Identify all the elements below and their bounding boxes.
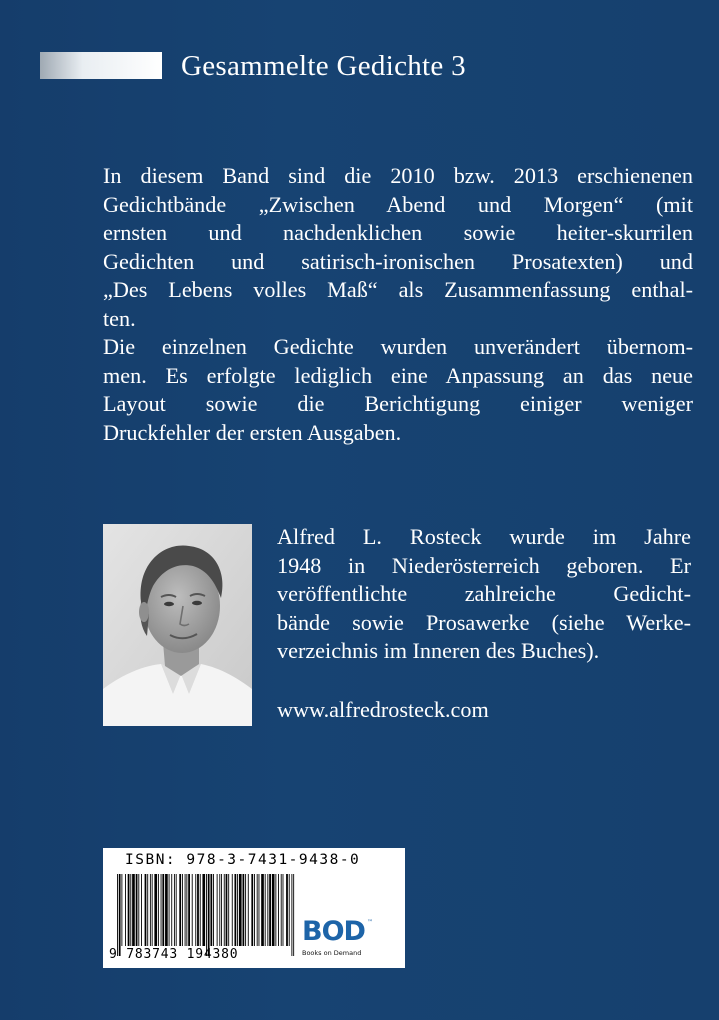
blurb-line: „Des Lebens volles Maß“ als Zusammenfassung enthal- bbox=[103, 277, 693, 302]
author-portrait bbox=[103, 524, 252, 726]
blurb-line: ten. bbox=[103, 305, 136, 331]
publisher-logo-mark: BOD bbox=[302, 916, 365, 947]
bio-line: Alfred L. Rosteck wurde im Jahre bbox=[277, 524, 691, 549]
publisher-tagline: Books on Demand bbox=[302, 949, 362, 957]
bio-line: verzeichnis im Inneren des Buches). bbox=[277, 638, 600, 663]
barcode-panel bbox=[103, 848, 405, 968]
publisher-logo bbox=[302, 916, 373, 961]
blurb-line: Gedichten und satirisch-ironischen Prosatexten) und bbox=[103, 248, 693, 274]
blurb-line: Layout sowie die Berichtigung einiger weniger bbox=[103, 391, 693, 416]
title-accent-bar bbox=[40, 52, 162, 79]
blurb-line: In diesem Band sind die 2010 bzw. 2013 erschienenen bbox=[103, 163, 693, 188]
barcode-image bbox=[117, 874, 295, 956]
isbn-label: ISBN: 978-3-7431-9438-0 bbox=[125, 852, 361, 868]
blurb-line: Die einzelnen Gedichte wurden unverändert übernom- bbox=[103, 334, 693, 359]
author-bio bbox=[277, 523, 691, 666]
barcode-digits: 9 783743 194380 bbox=[109, 947, 239, 962]
blurb-line: Druckfehler der ersten Ausgaben. bbox=[103, 419, 402, 445]
blurb-line: men. Es erfolgte lediglich eine Anpassung an das neue bbox=[103, 362, 693, 388]
author-website: www.alfredrosteck.com bbox=[277, 697, 489, 722]
book-title: Gesammelte Gedichte 3 bbox=[181, 50, 466, 82]
bio-line: 1948 in Niederösterreich geboren. Er bbox=[277, 552, 691, 578]
blurb-line: ernsten und nachdenklichen sowie heiter-skurrilen bbox=[103, 220, 693, 245]
book-blurb bbox=[103, 162, 693, 447]
bio-line: bände sowie Prosawerke (siehe Werke- bbox=[277, 609, 691, 635]
bio-line: veröffentlichte zahlreiche Gedicht- bbox=[277, 581, 691, 606]
publisher-trademark: ™ bbox=[367, 919, 373, 926]
blurb-line: Gedichtbände „Zwischen Abend und Morgen“ (mit bbox=[103, 191, 693, 217]
